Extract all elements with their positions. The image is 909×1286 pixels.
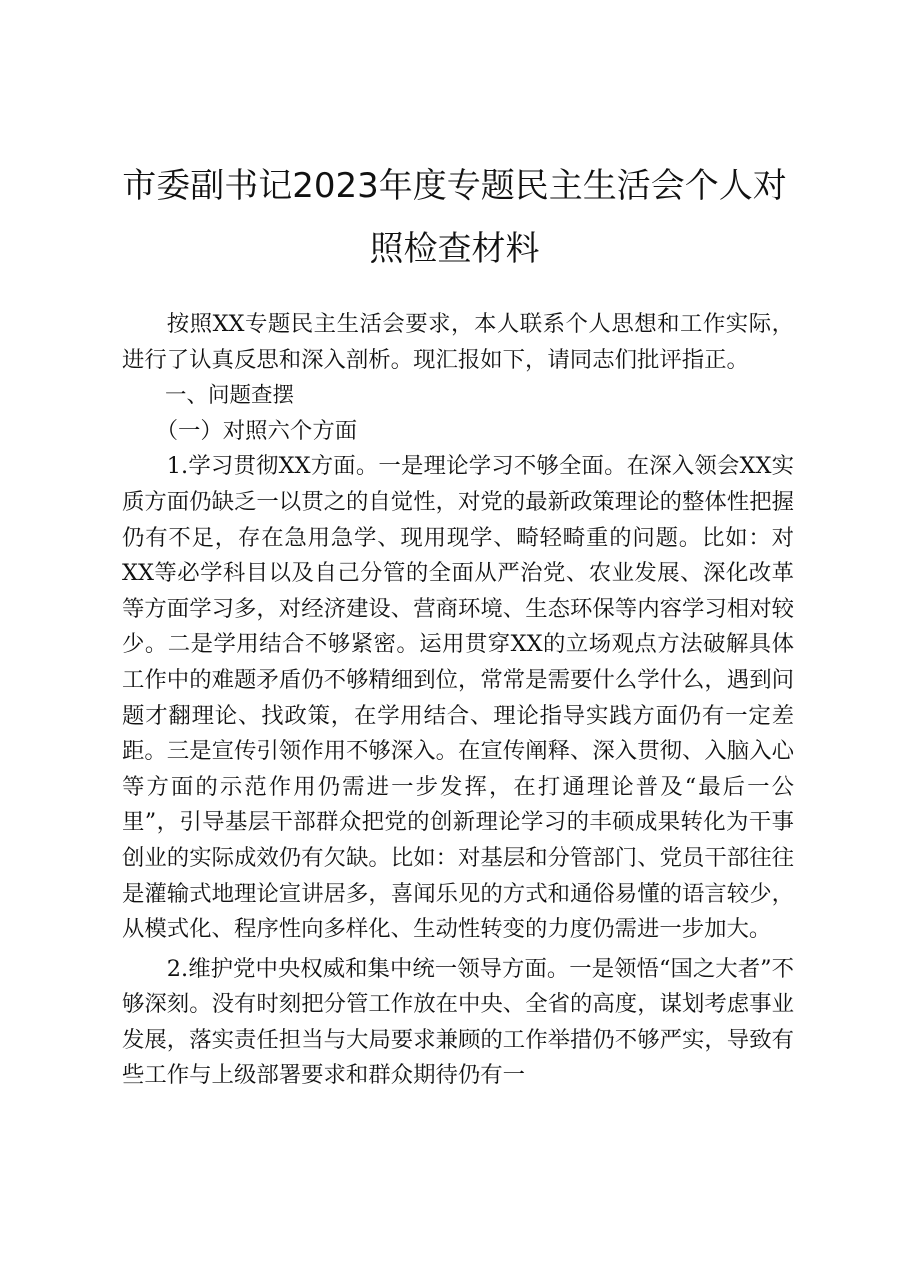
document-body [122, 307, 794, 1094]
document-title-line-2: 照检查材料 [369, 229, 540, 269]
intro-paragraph: 按照XX专题民主生活会要求，本人联系个人思想和工作实际，进行了认真反思和深入剖析。现汇报如下，请同志们批评指正。 [122, 311, 794, 373]
subsection-heading: （一）对照六个方面 [155, 417, 358, 444]
body-paragraph-2: 2.维护党中央权威和集中统一领导方面。一是领悟“国之大者”不够深刻。没有时刻把分管工作放在中央、全省的高度，谋划考虑事业发展，落实责任担当与大局要求兼顾的工作举措仍不够严实，导致有些工作与上级部署要求和群众期待仍有一 [122, 955, 794, 1089]
body-paragraph-1: 1.学习贯彻XX方面。一是理论学习不够全面。在深入领会XX实质方面仍缺乏一以贯之的自觉性，对党的最新政策理论的整体性把握仍有不足，存在急用急学、现用现学、畸轻畸重的问题。比如：对XX等必学科目以及自己分管的全面从严治党、农业发展、深化改革等方面学习多，对经济建设、营商环境、生态环保等内容学习相对较少。二是学用结合不够紧密。运用贯穿XX的立场观点方法破解具体工作中的难题矛盾仍不够精细到位，常常是需要什么学什么，遇到问题才翻理论、找政策，在学用结合、理论指导实践方面仍有一定差距。三是宣传引领作用不够深入。在宣传阐释、深入贯彻、入脑入心等方面的示范作用仍需进一步发挥，在打通理论普及“最后一公里”，引导基层干部群众把党的创新理论学习的丰硕成果转化为干事创业的实际成效仍有欠缺。比如：对基层和分管部门、党员干部往往是灌输式地理论宣讲居多，喜闻乐见的方式和通俗易懂的语言较少，从模式化、程序性向多样化、生动性转变的力度仍需进一步加大。 [122, 453, 794, 943]
document-title-line-1: 市委副书记2023年度专题民主生活会个人对 [122, 166, 787, 206]
section-heading: 一、问题查摆 [165, 383, 295, 409]
